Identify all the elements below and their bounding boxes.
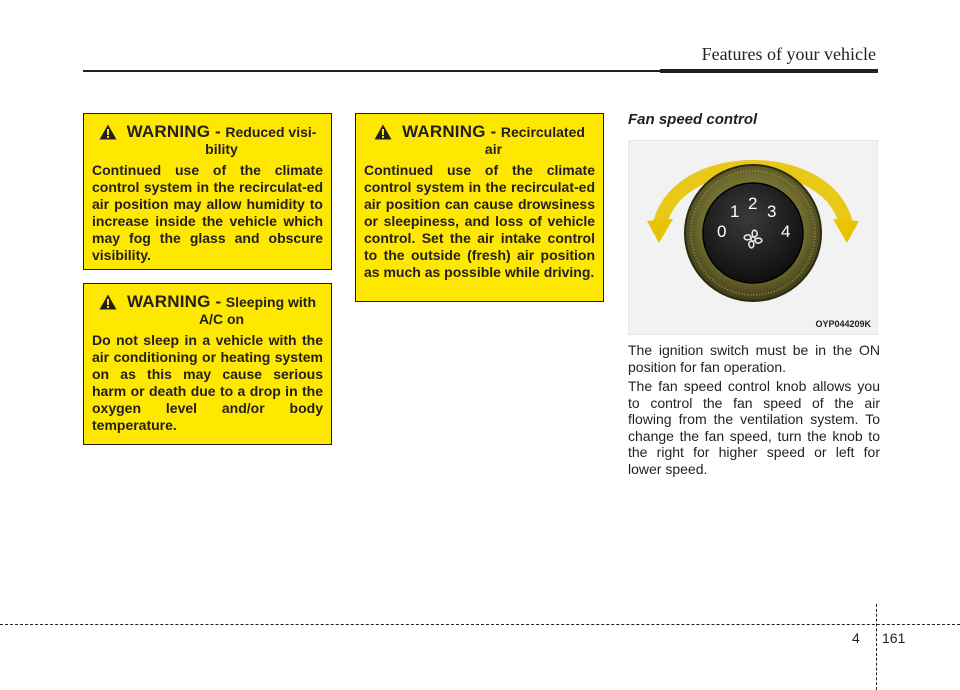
knob-number-2: 2 <box>748 194 758 213</box>
arrow-head-left-icon <box>647 219 673 243</box>
section-title: Fan speed control <box>628 111 758 128</box>
warning-title <box>364 123 595 158</box>
fan-knob-illustration <box>629 141 877 334</box>
warning-box-recirculated-air <box>355 113 604 302</box>
warning-triangle-icon <box>99 124 117 140</box>
paragraph-fan-speed-knob: The fan speed control knob allows you to control the fan speed of the air flowing from the ventilation system. To change the fan speed, turn the knob to the right for higher speed or left for lower speed. <box>628 378 880 477</box>
warning-subtitle-cont: air <box>484 141 503 157</box>
warning-word: WARNING - <box>126 122 221 141</box>
warning-body: Continued use of the climate control system in the recirculat-ed air position may allow humidity to increase inside the vehicle which may fog the glass and obscure visibility. <box>92 162 323 263</box>
warning-subtitle: Reduced visi- <box>225 124 317 140</box>
fan-knob-figure <box>628 140 878 335</box>
knob-number-1: 1 <box>730 202 740 221</box>
warning-word: WARNING - <box>126 292 222 311</box>
warning-title <box>92 293 323 328</box>
page-number: 161 <box>882 630 906 646</box>
footer-divider <box>876 604 877 690</box>
figure-code: OYP044209K <box>815 319 871 329</box>
warning-body: Do not sleep in a vehicle with the air conditioning or heating system on as this may cause serious harm or death due to a drop in the oxygen level and/or body temperature. <box>92 332 323 433</box>
warning-body: Continued use of the climate control system in the recirculat-ed air position can cause drowsiness or sleepiness, and loss of vehicle control. Set the air intake control to the outside (fresh) air position as much as possible while driving. <box>364 162 595 280</box>
warning-box-reduced-visibility <box>83 113 332 270</box>
warning-title <box>92 123 323 158</box>
warning-subtitle-cont: A/C on <box>198 311 245 327</box>
warning-word: WARNING - <box>402 122 497 141</box>
knob-number-0: 0 <box>717 222 727 241</box>
knob-number-3: 3 <box>767 202 777 221</box>
knob-number-4: 4 <box>781 222 791 241</box>
warning-subtitle-cont: bility <box>205 141 238 157</box>
warning-subtitle: Recirculated <box>500 124 585 140</box>
footer-rule <box>0 624 960 625</box>
page-header-title: Features of your vehicle <box>701 44 876 64</box>
paragraph-ignition: The ignition switch must be in the ON position for fan operation. <box>628 342 880 375</box>
header-rule-accent <box>660 69 878 73</box>
arrow-head-right-icon <box>833 219 859 243</box>
chapter-number: 4 <box>852 630 860 646</box>
warning-box-sleeping-ac <box>83 283 332 445</box>
warning-triangle-icon <box>99 294 117 310</box>
warning-triangle-icon <box>374 124 392 140</box>
warning-subtitle: Sleeping with <box>225 294 317 310</box>
